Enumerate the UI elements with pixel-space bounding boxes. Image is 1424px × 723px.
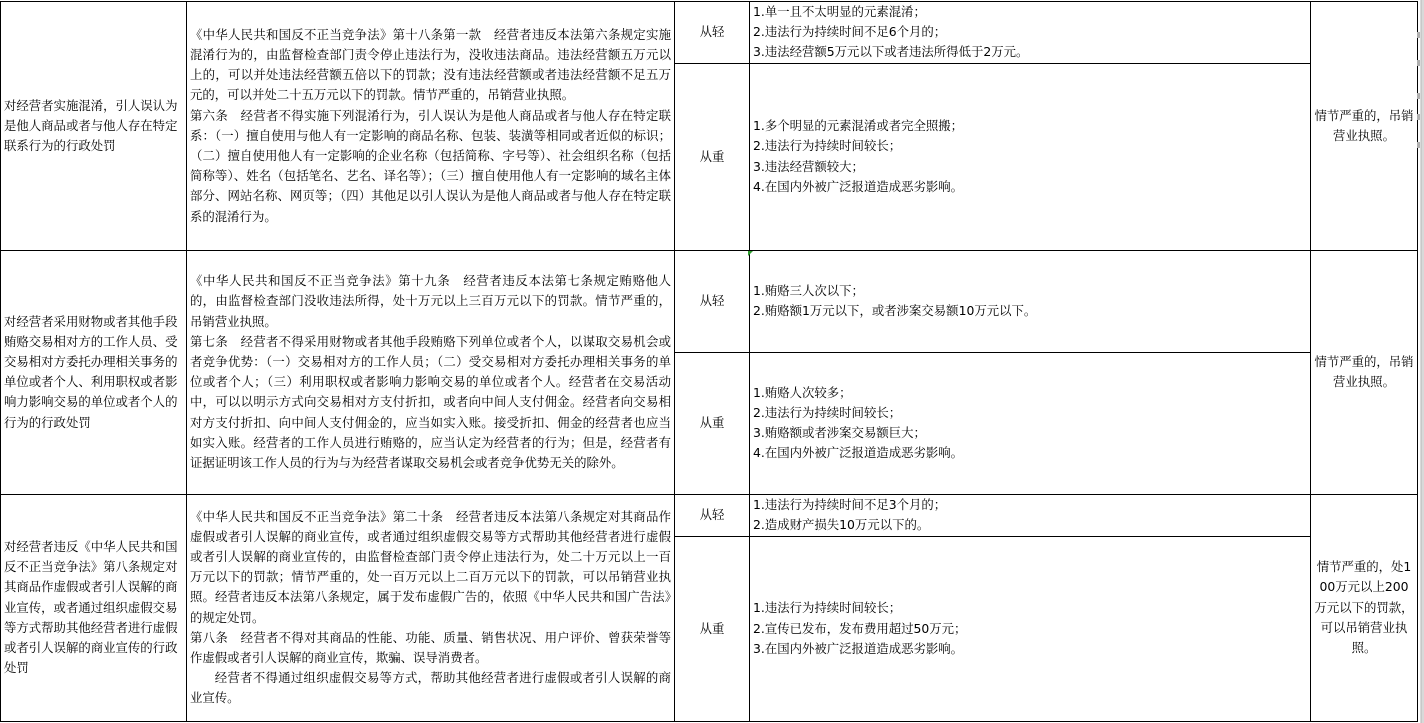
criteria-item: 2.宣传已发布，发布费用超过50万元； (753, 620, 967, 636)
criteria-item: 1.贿赂人次较多； (753, 384, 852, 400)
discretion-criteria-cell[interactable] (750, 63, 1311, 250)
penalty-note-cell[interactable] (1311, 250, 1418, 494)
discretion-level-lenient: 从轻 (699, 24, 725, 40)
penalty-note: 情节严重的，吊销营业执照。 (1314, 107, 1414, 143)
edge-tick (1417, 32, 1420, 38)
discretion-criteria-cell[interactable] (750, 536, 1311, 721)
legal-basis-paragraph: 《中华人民共和国反不正当竞争法》第十八条第一款 经营者违反本法第六条规定实施混淆行为的，由监督检查部门责令停止违法行为，没收违法商品。违法经营额五万元以上的，可以并处违法经营额五倍以下的罚款；没有违法经营额或者违法经营额不足五万元的，可以并处二十五万元以下的罚款。情节严重的，吊销营业执照。 (190, 26, 671, 103)
legal-basis-cell[interactable] (187, 250, 675, 494)
legal-basis-cell[interactable] (187, 2, 675, 251)
discretion-level-cell[interactable] (675, 250, 750, 352)
violation-name: 对经营者违反《中华人民共和国反不正当竞争法》第八条规定对其商品作虚假或者引人误解的商业宣传，或者通过组织虚假交易等方式帮助其他经营者进行虚假或者引人误解的商业宣传的行政处罚 (4, 538, 178, 676)
discretion-criteria-cell[interactable] (750, 250, 1311, 352)
violation-name-cell[interactable] (1, 494, 187, 721)
criteria-item: 2.贿赂额1万元以下，或者涉案交易额10万元以下。 (753, 303, 1037, 319)
discretion-level-lenient: 从轻 (699, 507, 725, 522)
discretion-level-aggravated: 从重 (699, 415, 725, 430)
criteria-item: 2.造成财产损失10万元以下的。 (753, 517, 930, 533)
criteria-item: 1.贿赂三人次以下； (753, 282, 864, 298)
discretion-criteria-cell[interactable] (750, 2, 1311, 64)
criteria-item: 2.违法行为持续时间不足6个月的； (753, 24, 947, 40)
criteria-item: 3.违法经营额5万元以下或者违法所得低于2万元。 (753, 44, 1029, 60)
table-row (1, 494, 1418, 536)
table-row (1, 250, 1418, 352)
discretion-level-cell[interactable] (675, 63, 750, 250)
criteria-item: 3.违法经营额较大； (753, 158, 864, 174)
legal-basis-paragraph: 《中华人民共和国反不正当竞争法》第十九条 经营者违反本法第七条规定贿赂他人的，由监督检查部门没收违法所得，处十万元以上三百万元以下的罚款。情节严重的，吊销营业执照。 (190, 273, 671, 329)
penalty-note: 情节严重的，吊销营业执照。 (1314, 353, 1414, 390)
criteria-item: 2.违法行为持续时间较长； (753, 404, 902, 420)
criteria-item: 3.在国内外被广泛报道造成恶劣影响。 (753, 640, 964, 656)
criteria-item: 1.多个明显的元素混淆或者完全照搬； (753, 118, 964, 134)
penalty-note: 情节严重的，处100万元以上200万元以下的罚款，可以吊销营业执照。 (1314, 559, 1414, 655)
table-row (1, 2, 1418, 64)
discretion-level-cell[interactable] (675, 536, 750, 721)
criteria-item: 1.单一且不太明显的元素混淆； (753, 4, 926, 19)
penalty-discretion-table (0, 1, 1418, 722)
discretion-criteria-cell[interactable] (750, 352, 1311, 494)
violation-name-cell[interactable] (1, 2, 187, 251)
cell-comment-marker (748, 251, 753, 256)
criteria-item: 2.违法行为持续时间较长； (753, 138, 902, 154)
criteria-item: 1.违法行为持续时间不足3个月的； (753, 496, 947, 512)
legal-basis-paragraph: 《中华人民共和国反不正当竞争法》第二十条 经营者违反本法第八条规定对其商品作虚假或者引人误解的商业宣传，或者通过组织虚假交易等方式帮助其他经营者进行虚假或者引人误解的商业宣传的，由监督检查部门责令停止违法行为，处二十万元以上一百万元以下的罚款；情节严重的，处一百万元以上二百万元以下的罚款，可以吊销营业执照。经营者违反本法第八条规定，属于发布虚假广告的，依照《中华人民共和国广告法》的规定处罚。 (190, 508, 671, 625)
violation-name-cell[interactable] (1, 250, 187, 494)
violation-name: 对经营者实施混淆，引人误认为是他人商品或者与他人存在特定联系行为的行政处罚 (4, 97, 178, 153)
legal-basis-cell[interactable] (187, 494, 675, 721)
legal-basis-paragraph: 第七条 经营者不得采用财物或者其他手段贿赂下列单位或者个人，以谋取交易机会或者竞争优势：（一）交易相对方的工作人员；（二）受交易相对方委托办理相关事务的单位或者个人；（三）利用职权或者影响力影响交易的单位或者个人。经营者在交易活动中，可以以明示方式向交易相对方支付折扣，或者向中间人支付佣金。经营者向交易相对方支付折扣、向中间人支付佣金的，应当如实入账。接受折扣、佣金的经营者也应当如实入账。经营者的工作人员进行贿赂的，应当认定为经营者的行为；但是，经营者有证据证明该工作人员的行为与为经营者谋取交易机会或者竞争优势无关的除外。 (190, 333, 671, 470)
penalty-note-cell[interactable] (1311, 2, 1418, 251)
legal-basis-paragraph: 经营者不得通过组织虚假交易等方式，帮助其他经营者进行虚假或者引人误解的商业宣传。 (190, 670, 671, 706)
discretion-level-aggravated: 从重 (699, 148, 725, 164)
violation-name: 对经营者采用财物或者其他手段贿赂交易相对方的工作人员、受交易相对方委托办理相关事务的单位或者个人、利用职权或者影响力影响交易的单位或者个人的行为的行政处罚 (4, 313, 178, 430)
discretion-level-cell[interactable] (675, 2, 750, 64)
criteria-item: 4.在国内外被广泛报道造成恶劣影响。 (753, 445, 964, 461)
edge-tick (1417, 60, 1420, 66)
edge-tick (1417, 142, 1420, 148)
criteria-item: 3.贿赂额或者涉案交易额巨大； (753, 425, 926, 441)
criteria-item: 4.在国内外被广泛报道造成恶劣影响。 (753, 178, 964, 194)
legal-basis-paragraph: 第八条 经营者不得对其商品的性能、功能、质量、销售状况、用户评价、曾获荣誉等作虚假或者引人误解的商业宣传，欺骗、误导消费者。 (190, 629, 671, 666)
criteria-item: 1.违法行为持续时间较长； (753, 600, 902, 616)
discretion-level-cell[interactable] (675, 494, 750, 536)
sheet-gridline-edge (1420, 0, 1424, 723)
penalty-note-cell[interactable] (1311, 494, 1418, 721)
discretion-level-aggravated: 从重 (699, 620, 725, 636)
legal-basis-paragraph: 第六条 经营者不得实施下列混淆行为，引人误认为是他人商品或者与他人存在特定联系：（一）擅自使用与他人有一定影响的商品名称、包装、装潢等相同或者近似的标识；（二）擅自使用他人有一定影响的企业名称（包括简称、字号等）、社会组织名称（包括简称等）、姓名（包括笔名、艺名、译名等）；（三）擅自使用他人有一定影响的域名主体部分、网站名称、网页等；（四）其他足以引人误认为是他人商品或者与他人存在特定联系的混淆行为。 (190, 107, 671, 224)
discretion-level-cell[interactable] (675, 352, 750, 494)
edge-tick (1417, 114, 1420, 120)
discretion-level-lenient: 从轻 (699, 293, 725, 308)
discretion-criteria-cell[interactable] (750, 494, 1311, 536)
edge-tick (1417, 93, 1420, 99)
